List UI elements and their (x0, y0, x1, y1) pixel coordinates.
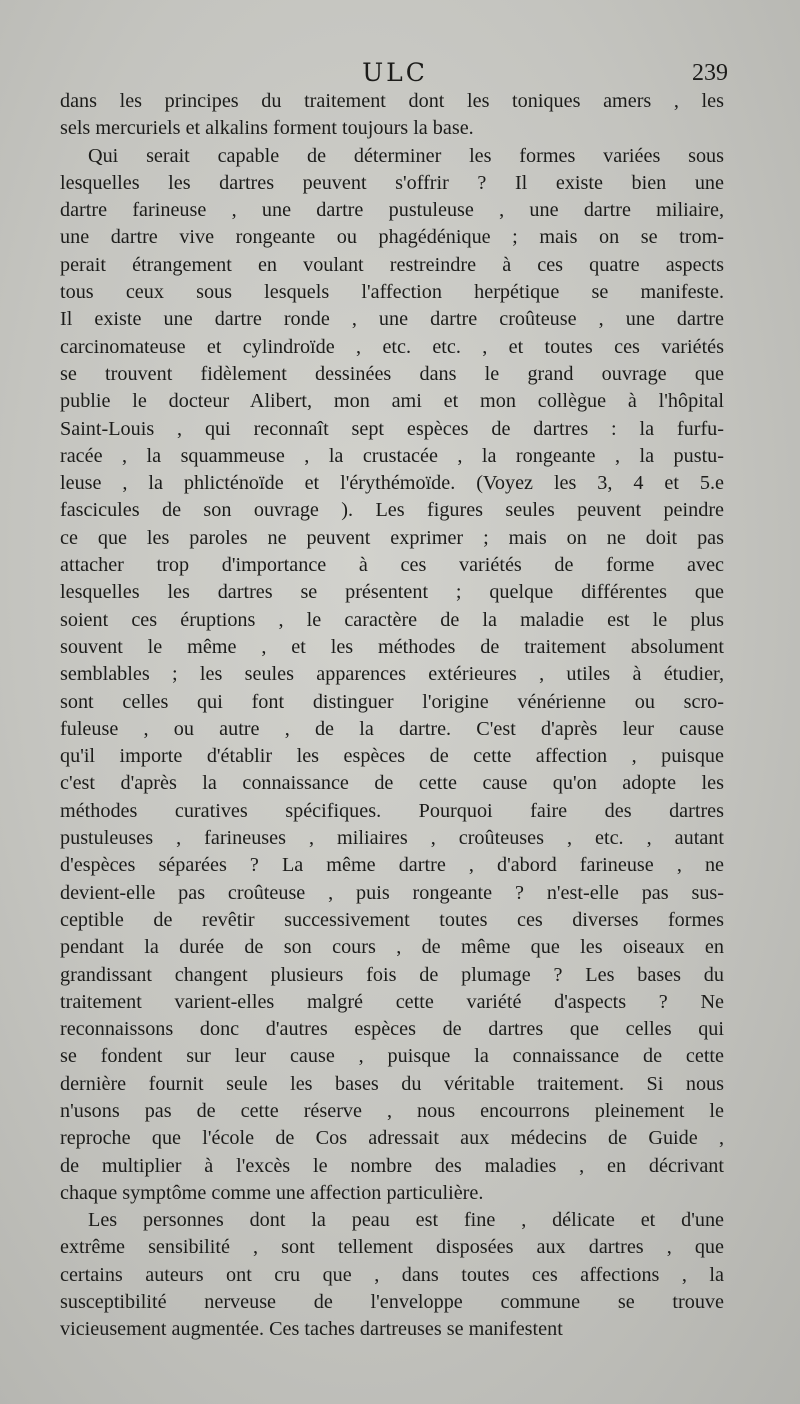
paragraph (60, 1207, 724, 1343)
text-line: attacher trop d'importance à ces variétés de forme avec (60, 554, 724, 577)
text-line: Il existe une dartre ronde , une dartre croûteuse , une dartre (60, 308, 724, 331)
text-line: lesquelles les dartres peuvent s'offrir ? Il existe bien une (60, 171, 724, 194)
text-line: qu'il importe d'établir les espèces de cette affection , puisque (60, 745, 724, 768)
paragraph (60, 88, 724, 143)
body-text (60, 88, 724, 1344)
text-line: leuse , la phlicténoïde et l'érythémoïde. (Voyez les 3, 4 et 5.e (60, 472, 724, 495)
text-line: d'espèces séparées ? La même dartre , d'abord farineuse , ne (60, 854, 724, 877)
text-line: dans les principes du traitement dont les toniques amers , les (60, 90, 724, 112)
text-line: n'usons pas de cette réserve , nous encourrons pleinement le (60, 1099, 724, 1122)
text-line: tous ceux sous lesquels l'affection herpétique se manifeste. (60, 281, 724, 304)
text-line: Qui serait capable de déterminer les formes variées sous (88, 144, 724, 167)
text-line: Les personnes dont la peau est fine , délicate et d'une (88, 1209, 724, 1232)
text-line: Saint-Louis , qui reconnaît sept espèces de dartres : la furfu- (60, 417, 724, 440)
text-line: ceptible de revêtir successivement toutes ces diverses formes (60, 908, 724, 931)
text-line: pendant la durée de son cours , de même que les oiseaux en (60, 936, 724, 959)
text-line: grandissant changent plusieurs fois de plumage ? Les bases du (60, 963, 724, 986)
text-line: devient-elle pas croûteuse , puis rongeante ? n'est-elle pas sus- (60, 881, 724, 904)
text-line: souvent le même , et les méthodes de traitement absolument (60, 635, 724, 658)
text-line: dartre farineuse , une dartre pustuleuse , une dartre miliaire, (60, 199, 724, 222)
text-line: se fondent sur leur cause , puisque la connaissance de cette (60, 1045, 724, 1068)
text-line: reproche que l'école de Cos adressait aux médecins de Guide , (60, 1127, 724, 1150)
text-line: fascicules de son ouvrage ). Les figures seules peuvent peindre (60, 499, 724, 522)
text-line: une dartre vive rongeante ou phagédénique ; mais on se trom- (60, 226, 724, 249)
text-line: racée , la squammeuse , la crustacée , la rongeante , la pustu- (60, 444, 724, 467)
text-line: se trouvent fidèlement dessinées dans le grand ouvrage que (60, 362, 724, 385)
text-line: reconnaissons donc d'autres espèces de dartres que celles qui (60, 1018, 724, 1041)
page-number: 239 (692, 60, 728, 86)
text-line: de multiplier à l'excès le nombre des maladies , en décrivant (60, 1154, 724, 1177)
text-line: carcinomateuse et cylindroïde , etc. etc. , et toutes ces variétés (60, 335, 724, 358)
text-line: susceptibilité nerveuse de l'enveloppe commune se trouve (60, 1291, 724, 1314)
running-title: ULC (362, 58, 428, 87)
text-line: vicieusement augmentée. Ces taches dartreuses se manifestent (60, 1318, 563, 1341)
text-line: sels mercuriels et alkalins forment toujours la base. (60, 117, 474, 140)
text-line: publie le docteur Alibert, mon ami et mon collègue à l'hôpital (60, 390, 724, 413)
text-line: fuleuse , ou autre , de la dartre. C'est d'après leur cause (60, 717, 724, 740)
text-line: extrême sensibilité , sont tellement disposées aux dartres , que (60, 1236, 724, 1259)
text-line: soient ces éruptions , le caractère de la maladie est le plus (60, 608, 724, 631)
text-line: chaque symptôme comme une affection particulière. (60, 1181, 484, 1204)
text-line: lesquelles les dartres se présentent ; quelque différentes que (60, 581, 724, 604)
text-line: dernière fournit seule les bases du véritable traitement. Si nous (60, 1072, 724, 1095)
text-line: pustuleuses , farineuses , miliaires , croûteuses , etc. , autant (60, 827, 724, 850)
text-line: perait étrangement en voulant restreindre à ces quatre aspects (60, 253, 724, 276)
text-line: méthodes curatives spécifiques. Pourquoi faire des dartres (60, 799, 724, 822)
text-line: ce que les paroles ne peuvent exprimer ; mais on ne doit pas (60, 526, 724, 549)
text-line: certains auteurs ont cru que , dans toutes ces affections , la (60, 1263, 724, 1286)
text-line: c'est d'après la connaissance de cette cause qu'on adopte les (60, 772, 724, 795)
paragraph (60, 143, 724, 1208)
text-line: sont celles qui font distinguer l'origine vénérienne ou scro- (60, 690, 724, 713)
text-line: traitement varient-elles malgré cette variété d'aspects ? Ne (60, 990, 724, 1013)
text-line: semblables ; les seules apparences extérieures , utiles à étudier, (60, 663, 724, 686)
